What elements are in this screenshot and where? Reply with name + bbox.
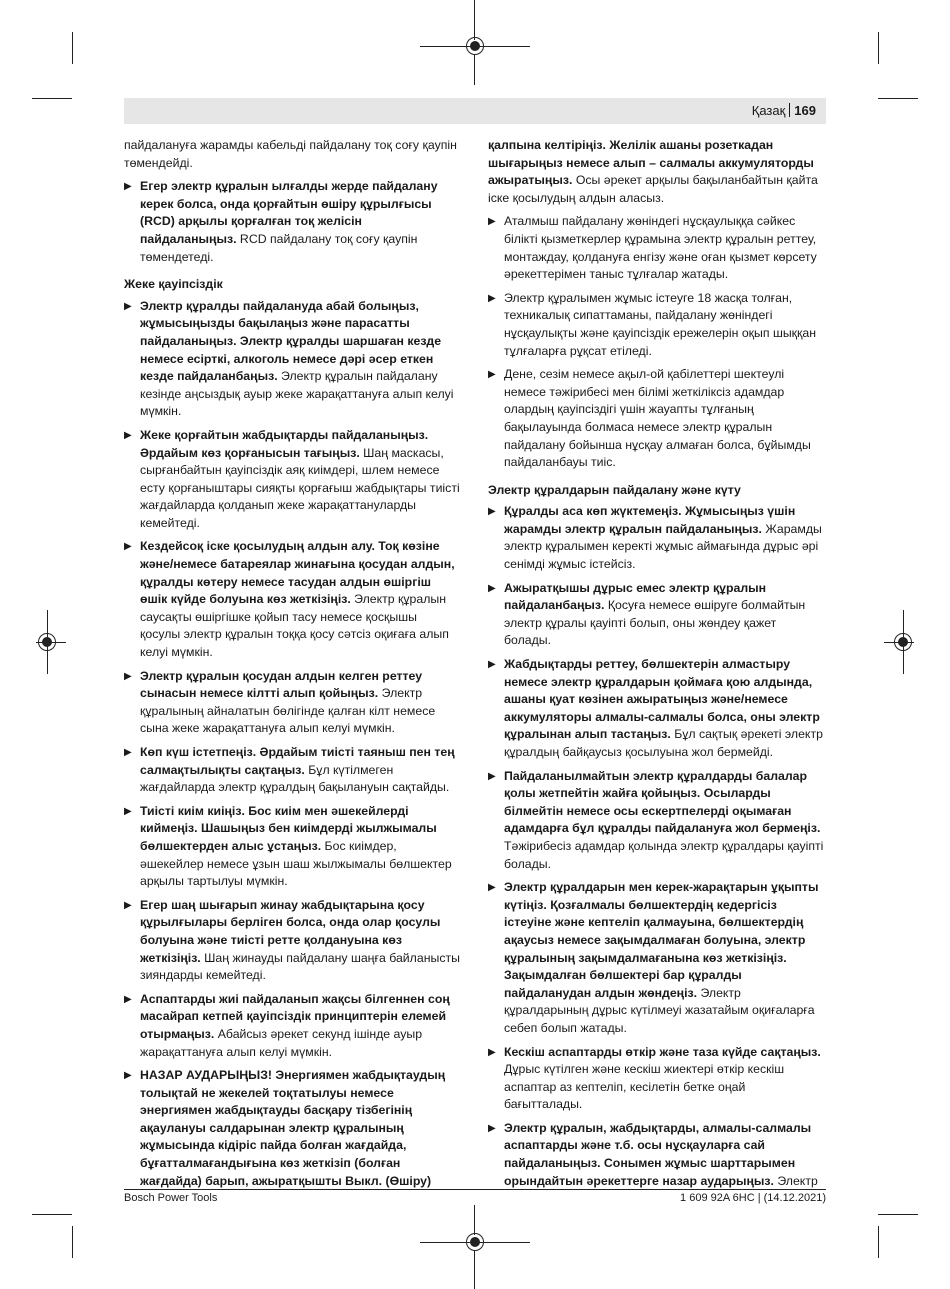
list-item-text: Дұрыс күтілген және кескіш жиектері өткір кескіш аспаптар аз кептеліп, кесілетін бетке оңай бағытталады. [504, 1062, 785, 1112]
header-separator [789, 103, 790, 117]
list-item-bold: Тиісті киім киіңіз. Бос киім мен әшекейлерді киймеңіз. Шашыңыз бен киімдерді жылжымалы бөлшектерден алыс ұстаңыз. [140, 803, 437, 853]
list-item-bold: Электр құралын қосудан алдын келген реттеу сынасын немесе кілтті алып қойыңыз. [140, 668, 423, 701]
bullet-arrow-icon: ▶ [124, 1070, 132, 1082]
list-item-bold: Ажыратқышы дұрыс емес электр құралын пайдаланбаңыз. [504, 580, 767, 613]
left-list [124, 298, 460, 1191]
bullet-arrow-icon: ▶ [488, 292, 496, 304]
section-heading-personal-safety: Жеке қауіпсіздік [124, 277, 223, 292]
list-item-bold: Электр құралды пайдалануда абай болыңыз, жұмысыңызды бақылаңыз және парасатты пайдаланыңыз. Электр құралды шаршаған кезде немесе есірткі, алкоголь немесе дәрі әсер еткен кезде пайдаланбаңыз. [140, 298, 442, 384]
list-item [124, 427, 460, 533]
section-heading-tool-use: Электр құралдарын пайдалану және күту [488, 482, 741, 497]
list-item-text: Дене, сезім немесе ақыл-ой қабілеттері шектеулі немесе тәжірибесі мен білімі жеткіліксіз адамдар олардың қауіпсіздігі үшін жауапты тұлғаның бақылауында болмаса немесе электр құралын пайдалану бойынша нұсқау алмаған болса, бұйымды пайдаланбауы тиіс. [504, 367, 811, 470]
bullet-arrow-icon: ▶ [488, 1046, 496, 1058]
list-item [124, 803, 460, 891]
list-item-bold: Кескіш аспаптарды өткір және таза күйде сақтаңыз. [504, 1044, 821, 1059]
list-item-text: Шаң маскасы, сырғанбайтын қауіпсіздік аяқ киімдері, шлем немесе есту қорғаныштары сияқты қорғағыш жабдықтары тиісті жағдайларда қолданып жеке жарақаттануларды кемейтеді. [140, 445, 460, 530]
list-item-bold: Электр құралын, жабдықтарды, алмалы-салмалы аспаптарды және т.б. осы нұсқауларға сай пайдаланыңыз. Сонымен жұмыс шарттарымен орындайтын әрекеттерге назар аударыңыз. [504, 1120, 812, 1188]
list-item-text: Бұл сақтық әрекеті электр құралдың байқаусыз қосылуына жол бермейді. [504, 727, 823, 759]
registration-mark-top [466, 37, 484, 55]
list-item [488, 879, 824, 1037]
left-pre-list [124, 178, 460, 266]
list-item [124, 538, 460, 661]
bullet-arrow-icon: ▶ [488, 369, 496, 381]
bullet-arrow-icon: ▶ [488, 216, 496, 228]
list-item-text: Электр құралымен жұмыс істеуге 18 жасқа толған, техникалық сипаттаманы, пайдалану жөніндегі нұсқаулықты және қауіпсіздік ережелерін оқып шыққан тұлғаларға рұқсат етіледі. [504, 290, 817, 358]
list-item-text: Жарамды электр құралымен керекті жұмыс аймағында дұрыс әрі сенімді жұмыс істейсіз. [504, 521, 822, 572]
bullet-arrow-icon: ▶ [124, 300, 132, 312]
bullet-arrow-icon: ▶ [488, 659, 496, 671]
list-item-bold: Аспаптарды жиі пайдаланып жақсы білгеннен соң масайрап кетпей қауіпсіздік принциптерін елемей отырмаңыз. [140, 991, 450, 1041]
right-pre-list [488, 213, 824, 471]
bullet-arrow-icon: ▶ [488, 506, 496, 518]
list-item [488, 366, 824, 472]
list-item [488, 503, 824, 573]
list-item-text: Бос киімдер, әшекейлер немесе ұзын шаш жылжымалы бөлшектер арқылы тартылуы мүмкін. [140, 838, 452, 889]
header-language: Қазақ [751, 103, 786, 118]
list-item [124, 1067, 460, 1190]
bullet-arrow-icon: ▶ [124, 747, 132, 758]
list-item-bold: Егер шаң шығарып жинау жабдықтарына қосу құрылғылары берліген болса, онда олар қосулы болуына және тиісті ретте қолдануына көз жеткізіңіз. [140, 897, 441, 965]
bullet-arrow-icon: ▶ [124, 993, 132, 1005]
list-item [124, 991, 460, 1061]
continuation-paragraph [488, 137, 824, 207]
right-column [488, 137, 824, 1196]
list-item-bold: Электр құралдарын мен керек-жарақтарын ұқыпты күтіңіз. Қозғалмалы бөлшектердің кедергісіз істеуіне және кептеліп қалмауына, бөлшектердің ақаусыз немесе зақымдалмаған болуына, электр құралының зақымдалмағанына көз жеткізіңіз. Зақымдалған бөлшектері бар құралды пайдаланудан алдын жөндеңіз. [504, 880, 819, 1000]
list-item-bold: Құралды аса көп жүктемеңіз. Жұмысыңыз үшін жарамды электр құралын пайдаланыңыз. [504, 504, 796, 536]
bullet-arrow-icon: ▶ [124, 899, 132, 911]
registration-mark-bottom [466, 1233, 484, 1251]
list-item [124, 298, 460, 421]
list-item-text: Электр құралын саусақты өшіргішке қойып тасу немесе қосқышы қосулы электр құралын тоққа қосу сәтсіз оқиғаға алып келуі мүмкін. [140, 592, 449, 660]
list-item-text: Тәжірибесіз адамдар қолында электр құралдары қауіпті болады. [504, 838, 824, 871]
footer-doc-id: 1 609 92A 6HC | (14.12.2021) [680, 1192, 826, 1204]
list-item-bold: Жабдықтарды реттеу, бөлшектерін алмастыру немесе электр құралдарын қоймаға қою алдында, ашаны қуат көзінен ажыратыңыз және/немесе аккумуляторы алмалы-салмалы болса, оны электр құралынан алып тастаңыз. [504, 657, 820, 742]
list-item [488, 1044, 824, 1114]
continuation-bold: қалпына келтіріңіз. Желілік ашаны розеткадан шығарыңыз немесе алып – салмалы аккумуляторды ажыратыңыз. [488, 138, 814, 188]
page-number: 169 [794, 103, 816, 118]
list-item-text: Шаң жинауды пайдалану шаңға байланысты зияндарды кемейтеді. [140, 950, 460, 983]
bullet-arrow-icon: ▶ [124, 670, 132, 682]
list-item [488, 213, 824, 283]
list-item-text: Абайсыз әрекет секунд ішінде ауыр жарақаттануға алып келуі мүмкін. [140, 1026, 423, 1059]
list-item-text: Электр құралының айналатын бөлігінде қалған кілт немесе сына жеке жарақаттануға алып келуі мүмкін. [140, 686, 436, 736]
bullet-arrow-icon: ▶ [488, 770, 496, 782]
continuation-text: Осы әрекет арқылы бақыланбайтын қайта іске қосылудың алдын аласыз. [488, 173, 818, 205]
list-item [488, 1120, 824, 1190]
footer-brand: Bosch Power Tools [124, 1192, 218, 1204]
list-item-text: Бұл күтілмеген жағдайларда электр құралдың бақылануын сақтайды. [140, 762, 450, 795]
list-item [124, 178, 460, 266]
bullet-arrow-icon: ▶ [488, 1122, 496, 1134]
left-column [124, 137, 460, 1196]
intro-paragraph: пайдалануға жарамды кабельді пайдалану тоқ соғу қаупін төмендейді. [124, 138, 457, 170]
bullet-arrow-icon: ▶ [124, 429, 132, 441]
list-item-text: RCD пайдалану тоқ соғу қаупін төмендетеді. [140, 231, 418, 264]
list-item [124, 668, 460, 738]
bullet-arrow-icon: ▶ [124, 181, 132, 193]
list-item-bold: Жеке қорғайтын жабдықтарды пайдаланыңыз. Әрдайым көз қорғанысын тағыңыз. [140, 427, 429, 460]
list-item-bold: Кездейсоқ іске қосылудың алдын алу. Тоқ көзіне және/немесе батареялар жинағына қосудан алдын, құралды көтеру немесе тасудан алдын өшіргіш өшік күйде болуына көз жеткізіңіз. [140, 539, 455, 607]
right-list [488, 503, 824, 1190]
list-item-text: Электр құралын пайдалану кезінде аңсыздық ауыр жеке жарақаттануға алып келуі мүмкін. [140, 369, 454, 419]
bullet-arrow-icon: ▶ [124, 541, 132, 553]
list-item-bold: Пайдаланылмайтын электр құралдарды балалар қолы жетпейтін жайға қойыңыз. Осыларды білмейтін немесе осы ескертпелерді оқымаған адамдарға бұл құралды пайдалануға жол бермеңіз. [504, 768, 821, 836]
bullet-arrow-icon: ▶ [124, 805, 132, 817]
list-item-text: Қосуға немесе өшіруге болмайтын электр құралы қауіпті болып, оны жөндеу қажет болады. [504, 598, 806, 648]
list-item [488, 290, 824, 360]
bullet-arrow-icon: ▶ [488, 582, 496, 594]
list-item-bold: НАЗАР АУДАРЫҢЫЗ! Энергиямен жабдықтаудың толықтай не жекелей тоқтатылуы немесе энергиямен жабдықтауды басқару тізбегінің ақаулануы салдарынан электр құралының жұмысында кідіріс пайда болған жағдайда, бұғатталмағандығына көз жеткізіп (болған жағдайда) барып, ажыратқышты Выкл. (Өшіру) [140, 1068, 446, 1188]
bullet-arrow-icon: ▶ [488, 882, 496, 894]
footer-rule [124, 1189, 826, 1190]
list-item [488, 580, 824, 650]
list-item-text: Аталмыш пайдалану жөніндегі нұсқаулыққа сәйкес білікті қызметкерлер құрамына электр құралын реттеу, монтаждау, қолдануға енгізу және оған қызмет көрсету әрекеттерімен таныс тұлғалар жатады. [504, 214, 817, 282]
list-item [124, 897, 460, 985]
list-item-bold: Егер электр құралын ылғалды жерде пайдалану керек болса, онда қорғайтын өшіру құрылғысы (RCD) арқылы қорғалған тоқ желісін пайдаланыңыз. [140, 179, 438, 246]
list-item [488, 768, 824, 874]
list-item-text: Электр құралдарының дұрыс күтілмеуі жазатайым оқиғаларға себеп болып жатады. [504, 985, 815, 1035]
list-item [488, 656, 824, 762]
list-item [124, 744, 460, 797]
list-item-text: Электр [773, 1173, 818, 1188]
list-item-bold: Көп күш істетпеңіз. Әрдайым тиісті таяныш пен тең салмақтылықты сақтаңыз. [140, 745, 455, 777]
page-header [124, 98, 826, 124]
header-label [752, 103, 816, 119]
